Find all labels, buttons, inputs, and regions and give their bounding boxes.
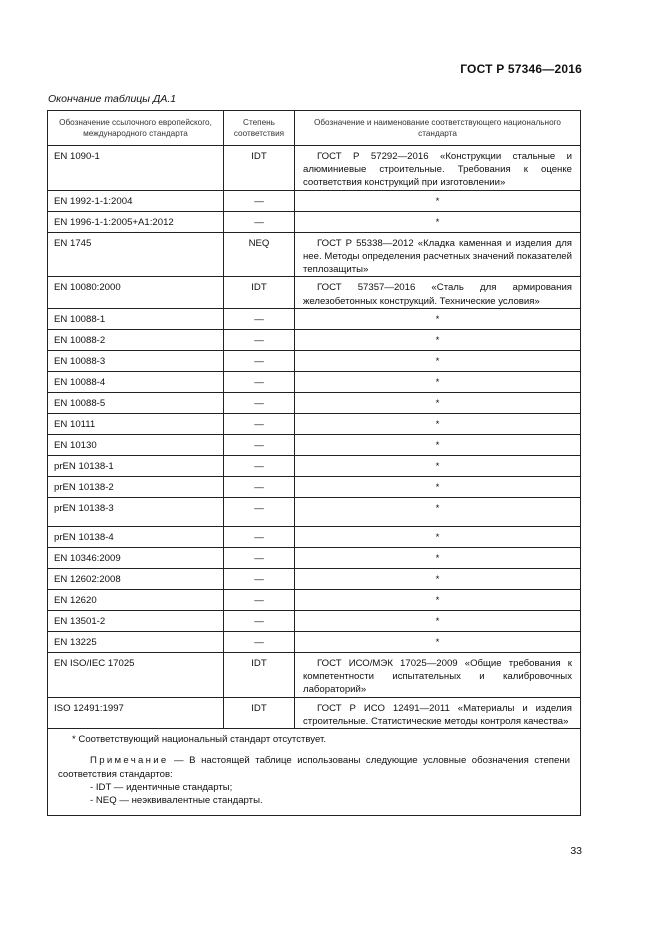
cell-standard: EN 10088-4: [48, 371, 224, 392]
cell-national: *: [295, 568, 581, 589]
cell-degree: —: [224, 308, 295, 329]
cell-degree: NEQ: [224, 232, 295, 277]
cell-standard: EN 10088-5: [48, 392, 224, 413]
table-caption: Окончание таблицы ДА.1: [48, 93, 177, 105]
cell-standard: EN 10088-2: [48, 329, 224, 350]
cell-national: [295, 697, 581, 728]
cell-standard: EN 13225: [48, 631, 224, 652]
table-row: [48, 652, 581, 697]
note-paragraph: [58, 754, 570, 780]
cell-national: [295, 232, 581, 277]
cell-national-text: ГОСТ ИСО/МЭК 17025—2009 «Общие требования к компетентности испытательных и калибровочных лабораторий»: [303, 657, 572, 696]
table-row: [48, 146, 581, 191]
cell-degree: —: [224, 476, 295, 497]
cell-standard: EN 1996-1-1:2005+A1:2012: [48, 211, 224, 232]
cell-national: *: [295, 631, 581, 652]
cell-national: *: [295, 476, 581, 497]
cell-degree: —: [224, 610, 295, 631]
cell-degree: —: [224, 371, 295, 392]
table-row: [48, 568, 581, 589]
cell-national: *: [295, 434, 581, 455]
cell-national-text: ГОСТ 57357—2016 «Сталь для армирования железобетонных конструкций. Технические условия»: [303, 282, 572, 307]
table-row: [48, 371, 581, 392]
cell-standard: ISO 12491:1997: [48, 697, 224, 728]
cell-standard: prEN 10138-1: [48, 455, 224, 476]
cell-national-text: ГОСТ Р 57292—2016 «Конструкции стальные и алюминиевые строительные. Требования к оценке соответствия конструкций при изготовлении»: [303, 151, 572, 189]
table-row: [48, 392, 581, 413]
cell-standard: EN 10088-1: [48, 308, 224, 329]
cell-standard: EN 10130: [48, 434, 224, 455]
cell-degree: —: [224, 434, 295, 455]
page-number: 33: [570, 845, 582, 857]
table-row: [48, 455, 581, 476]
cell-national: *: [295, 211, 581, 232]
cell-standard: EN 10111: [48, 413, 224, 434]
table-row: [48, 308, 581, 329]
cell-standard: EN 1090-1: [48, 146, 224, 191]
legend-item-neq: - NEQ — неэквивалентные стандарты.: [90, 794, 263, 806]
note-label: Примечание: [90, 755, 169, 767]
cell-degree: —: [224, 547, 295, 568]
table-footnotes: [48, 729, 581, 816]
cell-standard: EN 10346:2009: [48, 547, 224, 568]
table-row: [48, 211, 581, 232]
cell-national: *: [295, 547, 581, 568]
cell-degree: —: [224, 526, 295, 547]
cell-degree: IDT: [224, 277, 295, 308]
cell-degree: —: [224, 589, 295, 610]
cell-standard: EN 10080:2000: [48, 277, 224, 308]
cell-degree: —: [224, 413, 295, 434]
cell-national: *: [295, 455, 581, 476]
cell-national: [295, 652, 581, 697]
table-row: [48, 610, 581, 631]
cell-standard: EN 12620: [48, 589, 224, 610]
cell-national: *: [295, 308, 581, 329]
cell-national: *: [295, 350, 581, 371]
cell-national: *: [295, 526, 581, 547]
cell-standard: EN 1992-1-1:2004: [48, 190, 224, 211]
cell-degree: —: [224, 329, 295, 350]
cell-national: [295, 146, 581, 191]
cell-degree: IDT: [224, 697, 295, 728]
table-footer-row: [48, 729, 581, 816]
table-row: [48, 329, 581, 350]
document-code: ГОСТ Р 57346—2016: [460, 62, 582, 76]
reference-standards-table: [47, 110, 581, 816]
cell-degree: —: [224, 497, 295, 526]
cell-standard: prEN 10138-3: [48, 497, 224, 526]
table-row: [48, 413, 581, 434]
cell-standard: EN 13501-2: [48, 610, 224, 631]
table-row: [48, 350, 581, 371]
cell-degree: —: [224, 568, 295, 589]
cell-national: *: [295, 371, 581, 392]
cell-standard: prEN 10138-2: [48, 476, 224, 497]
cell-standard: EN 10088-3: [48, 350, 224, 371]
cell-degree: —: [224, 350, 295, 371]
cell-national: *: [295, 413, 581, 434]
table-row: [48, 190, 581, 211]
table-row: [48, 631, 581, 652]
cell-degree: IDT: [224, 652, 295, 697]
table-row: [48, 232, 581, 277]
table-header-row: [48, 111, 581, 146]
table-row: [48, 277, 581, 308]
table-row: [48, 526, 581, 547]
note-text: — В настоящей таблице использованы следующие условные обозначения степени соответствия стандартов:: [58, 755, 570, 780]
cell-degree: —: [224, 392, 295, 413]
cell-national: *: [295, 610, 581, 631]
table-row: [48, 476, 581, 497]
cell-national: *: [295, 497, 581, 526]
table-row: [48, 434, 581, 455]
table-row: [48, 497, 581, 526]
header-degree: Степень соответствия: [224, 111, 295, 146]
cell-standard: EN ISO/IEC 17025: [48, 652, 224, 697]
cell-national: [295, 277, 581, 308]
cell-standard: prEN 10138-4: [48, 526, 224, 547]
asterisk-footnote: * Соответствующий национальный стандарт отсутствует.: [72, 734, 326, 746]
table-row: [48, 547, 581, 568]
cell-national: *: [295, 329, 581, 350]
cell-degree: —: [224, 211, 295, 232]
cell-national: *: [295, 589, 581, 610]
cell-standard: EN 1745: [48, 232, 224, 277]
table-row: [48, 589, 581, 610]
cell-national-text: ГОСТ Р 55338—2012 «Кладка каменная и изделия для нее. Методы определения расчетных значений показателей теплозащиты»: [303, 237, 572, 276]
cell-degree: —: [224, 190, 295, 211]
legend-item-idt: - IDT — идентичные стандарты;: [90, 781, 233, 793]
cell-standard: EN 12602:2008: [48, 568, 224, 589]
cell-degree: IDT: [224, 146, 295, 191]
cell-national: *: [295, 392, 581, 413]
header-national-standard: Обозначение и наименование соответствующего национального стандарта: [295, 111, 581, 146]
cell-degree: —: [224, 631, 295, 652]
cell-national-text: ГОСТ Р ИСО 12491—2011 «Материалы и изделия строительные. Статистические методы контроля качества»: [303, 702, 572, 727]
table-row: [48, 697, 581, 728]
cell-degree: —: [224, 455, 295, 476]
cell-national: *: [295, 190, 581, 211]
header-european-standard: Обозначение ссылочного европейского, международного стандарта: [48, 111, 224, 146]
